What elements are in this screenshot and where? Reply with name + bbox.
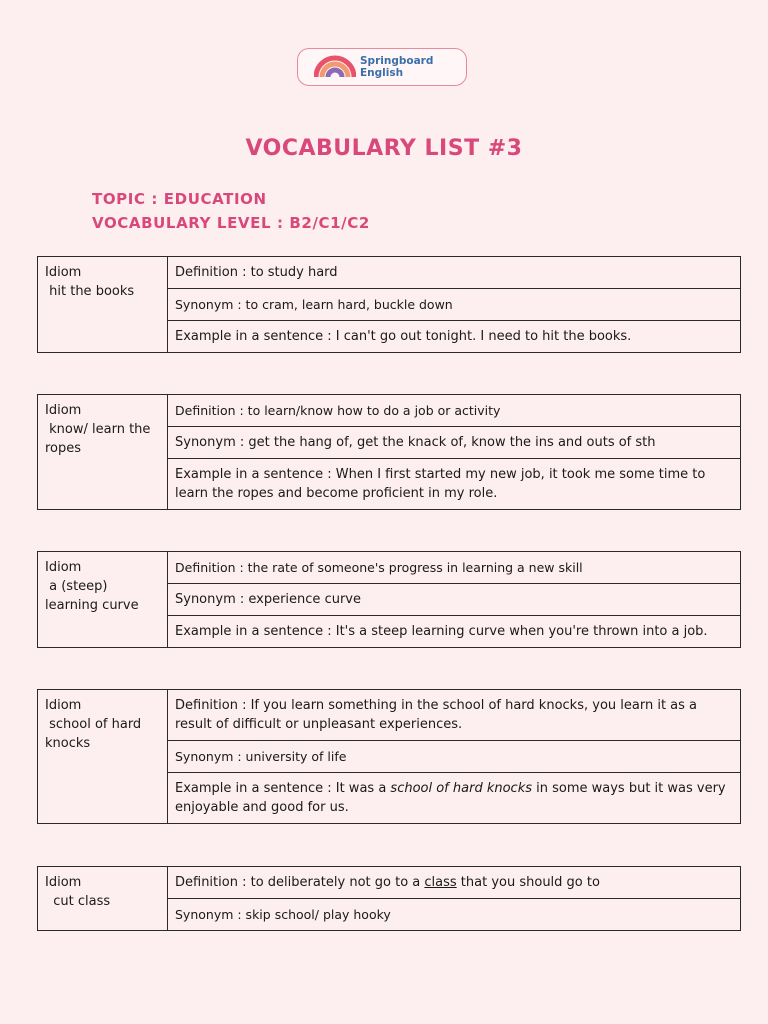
idiom-cell xyxy=(38,395,168,510)
definition-cell: Definition : If you learn something in the school of hard knocks, you learn it as a result of difficult or unpleasant experiences. xyxy=(168,690,741,741)
topic-heading: TOPIC : EDUCATION xyxy=(92,190,267,208)
idiom-cell xyxy=(38,867,168,931)
logo-line-2: English xyxy=(360,67,404,79)
example-suffix: in some ways but it was very enjoyable and good for us. xyxy=(175,781,726,815)
example-cell: Example in a sentence : When I first started my new job, it took me some time to learn the ropes and become proficient in my role. xyxy=(168,459,741,510)
vocab-table-2 xyxy=(37,394,741,510)
example-prefix: Example in a sentence : It was a xyxy=(175,781,391,796)
definition-suffix: that you should go to xyxy=(456,875,600,890)
vocab-table-1 xyxy=(37,256,741,353)
synonym-cell: Synonym : to cram, learn hard, buckle down xyxy=(168,289,741,321)
idiom-label: Idiom xyxy=(45,875,82,890)
definition-cell: Definition : to learn/know how to do a job or activity xyxy=(168,395,741,427)
idiom-label: Idiom xyxy=(45,560,82,575)
springboard-english-logo xyxy=(297,48,467,86)
example-cell: Example in a sentence : I can't go out tonight. I need to hit the books. xyxy=(168,321,741,353)
idiom-name: school of hard knocks xyxy=(45,717,146,751)
idiom-label: Idiom xyxy=(45,698,82,713)
example-cell: Example in a sentence : It's a steep learning curve when you're thrown into a job. xyxy=(168,616,741,648)
page-title: VOCABULARY LIST #3 xyxy=(245,136,523,161)
idiom-label: Idiom xyxy=(45,403,82,418)
synonym-cell: Synonym : get the hang of, get the knack of, know the ins and outs of sth xyxy=(168,427,741,459)
logo-line-1: Springboard xyxy=(360,55,434,67)
definition-cell: Definition : to study hard xyxy=(168,257,741,289)
vocabulary-level-heading: VOCABULARY LEVEL : B2/C1/C2 xyxy=(92,214,370,232)
idiom-name: a (steep) learning curve xyxy=(45,579,139,613)
idiom-cell xyxy=(38,257,168,353)
logo-text xyxy=(360,55,433,79)
definition-cell xyxy=(168,867,741,899)
example-italic-phrase: school of hard knocks xyxy=(390,781,532,796)
synonym-cell: Synonym : skip school/ play hooky xyxy=(168,899,741,931)
idiom-name: hit the books xyxy=(45,284,135,299)
idiom-name: cut class xyxy=(45,894,111,909)
idiom-name: know/ learn the ropes xyxy=(45,422,155,456)
idiom-label: Idiom xyxy=(45,265,82,280)
vocab-table-4 xyxy=(37,689,741,824)
idiom-cell xyxy=(38,690,168,824)
example-cell xyxy=(168,773,741,824)
definition-cell: Definition : the rate of someone's progress in learning a new skill xyxy=(168,552,741,584)
vocab-table-5 xyxy=(37,866,741,931)
synonym-cell: Synonym : university of life xyxy=(168,741,741,773)
vocab-table-3 xyxy=(37,551,741,648)
definition-prefix: Definition : to deliberately not go to a xyxy=(175,875,425,890)
synonym-cell: Synonym : experience curve xyxy=(168,584,741,616)
class-link[interactable]: class xyxy=(424,875,457,890)
idiom-cell xyxy=(38,552,168,648)
rainbow-logo-icon xyxy=(314,55,356,79)
